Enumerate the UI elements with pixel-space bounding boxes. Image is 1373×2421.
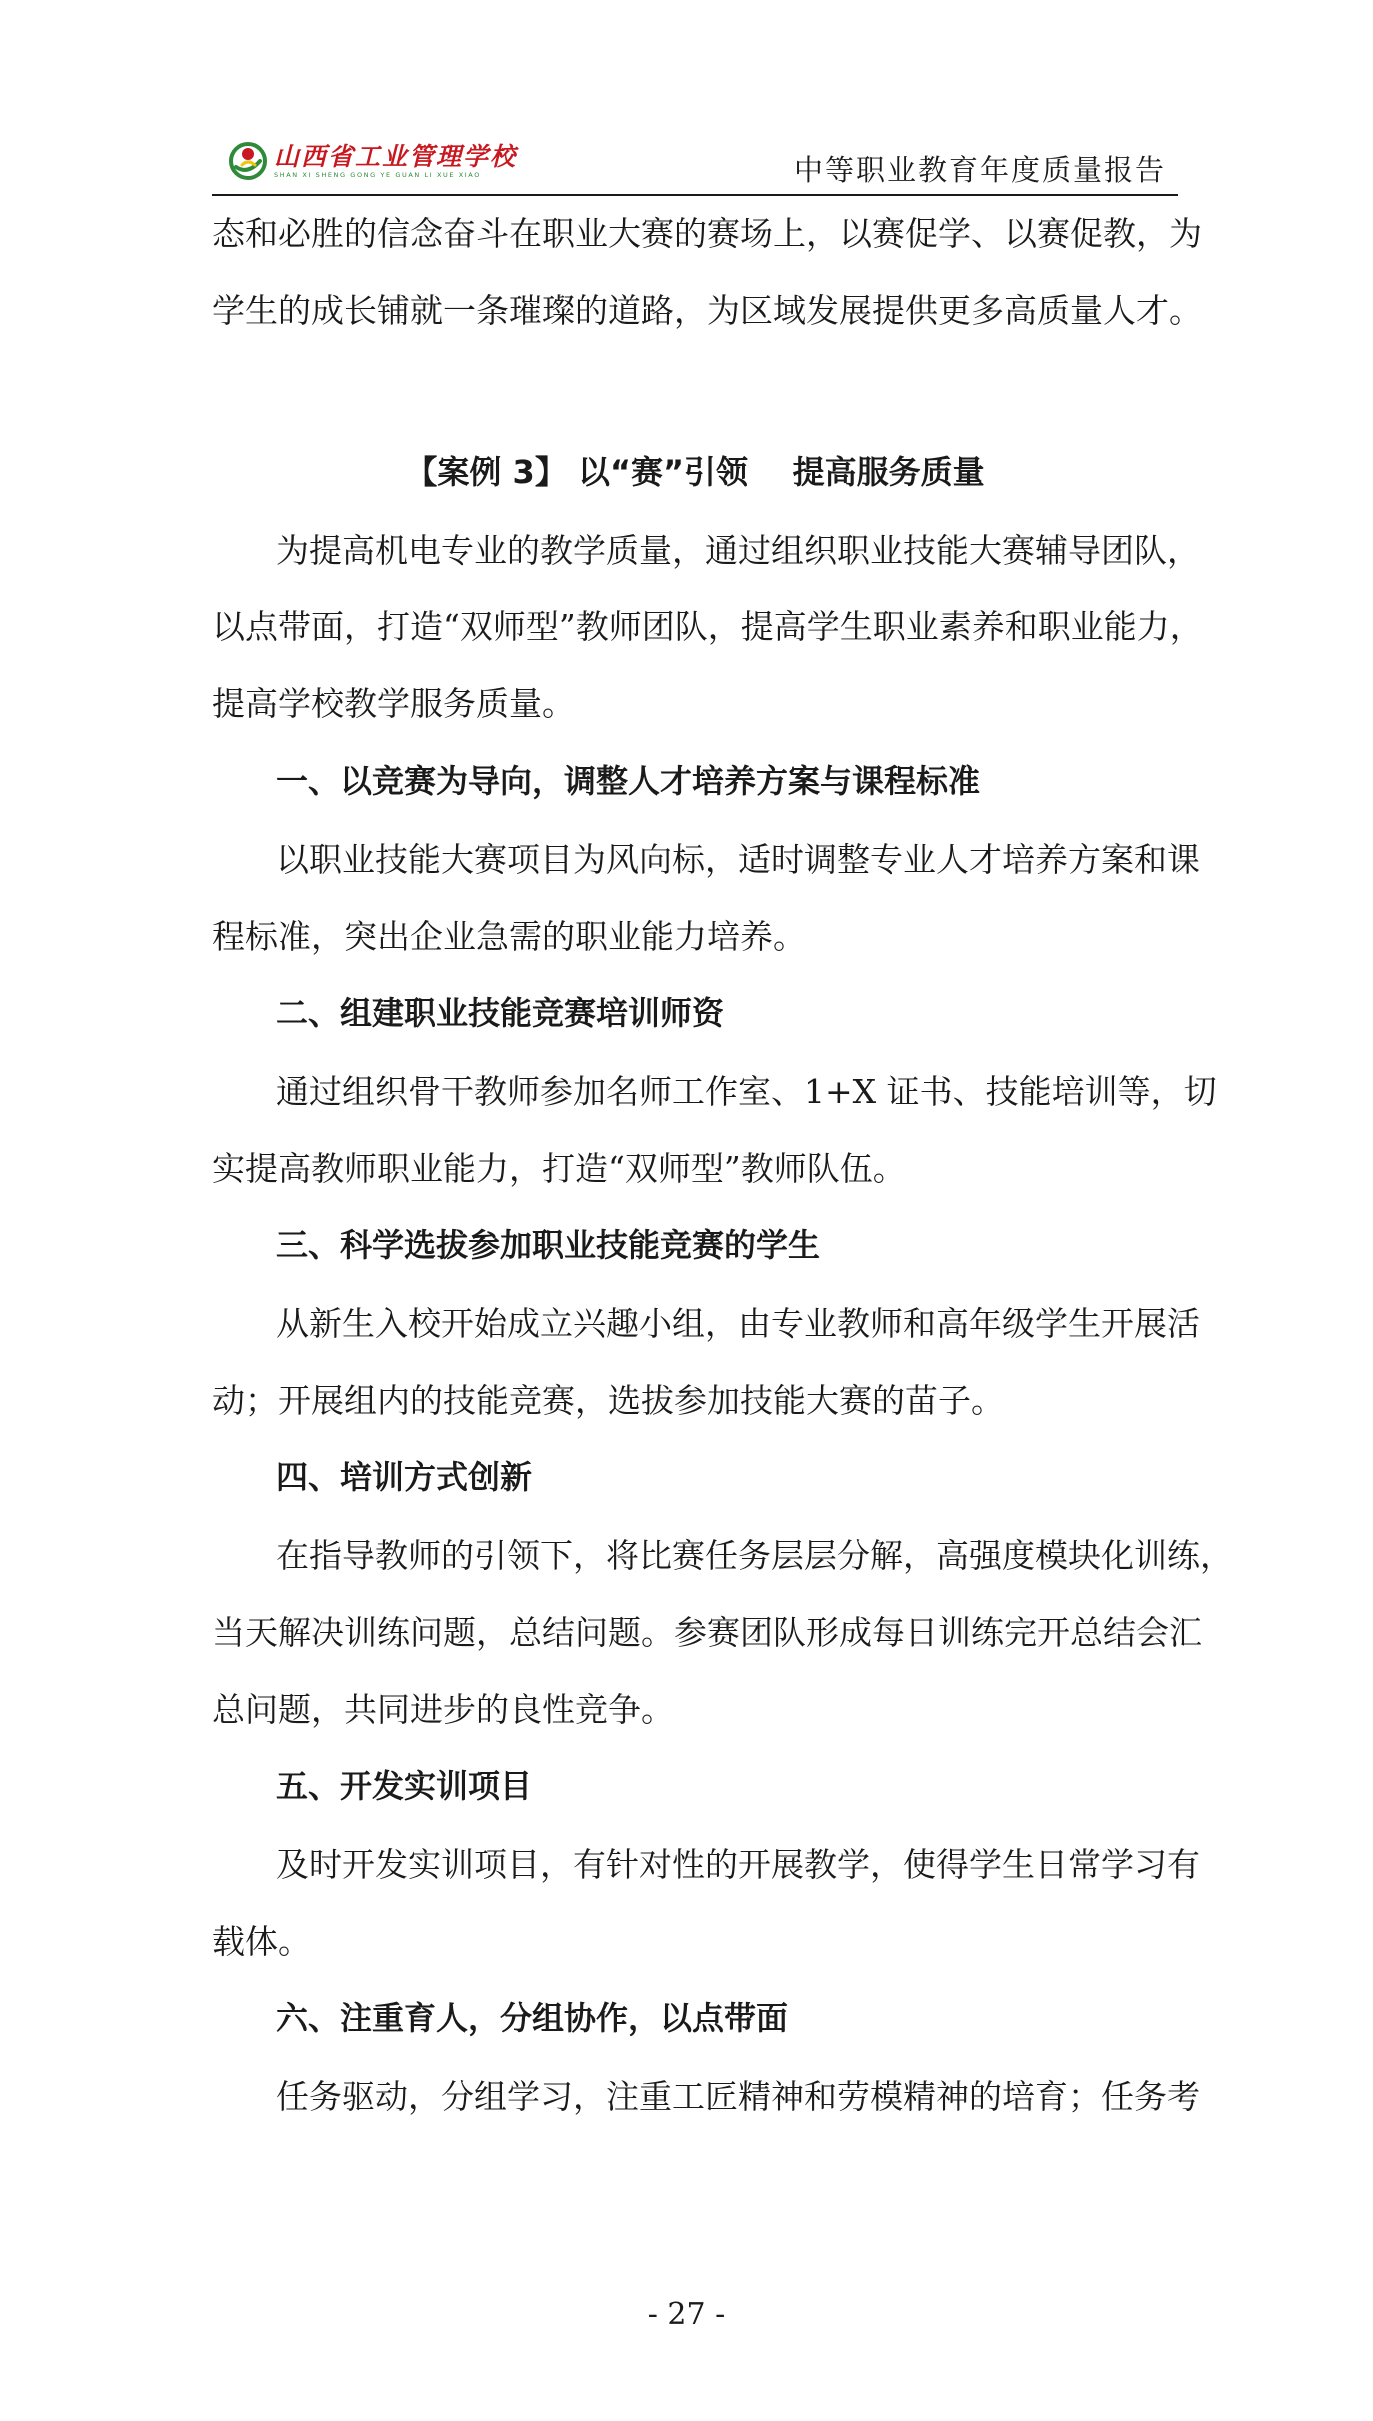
header-divider [212, 194, 1178, 196]
section-4-line: 当天解决训练问题，总结问题。参赛团队形成每日训练完开总结会汇 [212, 1613, 1202, 1652]
case-intro-line: 为提高机电专业的教学质量，通过组织职业技能大赛辅导团队， [276, 531, 1200, 570]
section-1-line: 程标准，突出企业急需的职业能力培养。 [212, 917, 806, 956]
logo-pinyin: SHAN XI SHENG GONG YE GUAN LI XUE XIAO [274, 170, 481, 179]
section-3-line: 动；开展组内的技能竞赛，选拔参加技能大赛的苗子。 [212, 1381, 1004, 1420]
intro-line: 学生的成长铺就一条璀璨的道路，为区域发展提供更多高质量人才。 [212, 291, 1202, 330]
page-header [212, 130, 1178, 192]
case-title: 【案例 3】 以“赛”引领 提高服务质量 [405, 453, 985, 491]
section-2-line: 通过组织骨干教师参加名师工作室、1+X 证书、技能培训等，切 [276, 1072, 1217, 1111]
intro-line: 态和必胜的信念奋斗在职业大赛的赛场上，以赛促学、以赛促教，为 [212, 214, 1202, 253]
section-heading-4: 四、培训方式创新 [276, 1458, 533, 1496]
section-3-line: 从新生入校开始成立兴趣小组，由专业教师和高年级学生开展活 [276, 1304, 1200, 1343]
page-number: - 27 - [647, 2297, 726, 2332]
report-title: 中等职业教育年度质量报告 [793, 153, 1166, 187]
case-intro-line: 以点带面，打造“双师型”教师团队，提高学生职业素养和职业能力， [212, 607, 1203, 646]
school-emblem-icon [228, 141, 268, 181]
section-1-line: 以职业技能大赛项目为风向标，适时调整专业人才培养方案和课 [276, 840, 1200, 879]
section-5-line: 及时开发实训项目，有针对性的开展教学，使得学生日常学习有 [276, 1845, 1200, 1884]
section-5-line: 载体。 [212, 1922, 311, 1961]
school-logo [228, 136, 517, 186]
section-4-line: 总问题，共同进步的良性竞争。 [212, 1690, 674, 1729]
section-heading-1: 一、以竞赛为导向，调整人才培养方案与课程标准 [276, 762, 981, 800]
section-heading-5: 五、开发实训项目 [276, 1767, 533, 1805]
section-2-line: 实提高教师职业能力，打造“双师型”教师队伍。 [212, 1149, 906, 1188]
logo-school-name: 山西省工业管理学校 [274, 141, 518, 171]
section-heading-6: 六、注重育人，分组协作，以点带面 [276, 1999, 789, 2037]
case-intro-line: 提高学校教学服务质量。 [212, 684, 575, 723]
section-heading-3: 三、科学选拔参加职业技能竞赛的学生 [276, 1226, 821, 1264]
section-heading-2: 二、组建职业技能竞赛培训师资 [276, 994, 725, 1032]
logo-wordmark [274, 141, 518, 179]
section-6-line: 任务驱动，分组学习，注重工匠精神和劳模精神的培育；任务考 [276, 2077, 1200, 2116]
section-4-line: 在指导教师的引领下，将比赛任务层层分解，高强度模块化训练， [276, 1536, 1233, 1575]
